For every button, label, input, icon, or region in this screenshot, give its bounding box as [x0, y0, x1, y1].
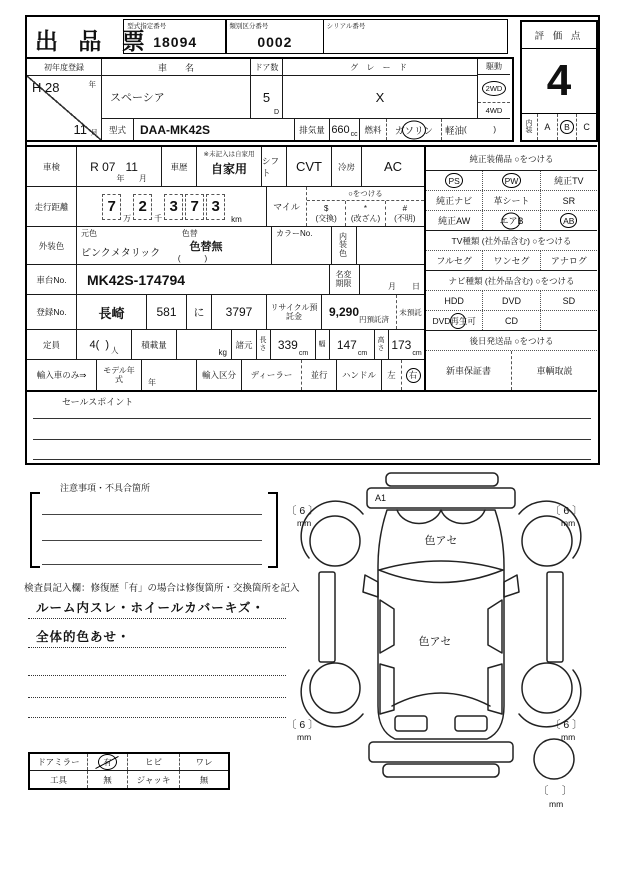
model-designation-label: 型式指定番号	[127, 23, 167, 30]
car-name-header: 車 名	[102, 59, 251, 76]
capacity-cell	[77, 330, 132, 359]
id-number-boxes	[125, 19, 508, 54]
color-change-paren: ( )	[177, 254, 208, 263]
side-mirror-left	[363, 575, 378, 597]
fuel-diesel-cell	[442, 119, 510, 140]
dims-label: 諸元	[232, 330, 257, 359]
car-name-value: スペーシア	[102, 76, 251, 119]
equip-airbag-cell	[483, 211, 540, 230]
import-class-label: 輸入区分	[197, 360, 242, 390]
handle-left-option: 左	[382, 360, 402, 390]
handle-right-selected: 右	[406, 368, 421, 383]
shaken-value	[77, 147, 162, 186]
length-label: 長さ	[257, 330, 271, 359]
equipment-title: 純正装備品 ○をつける	[426, 147, 597, 171]
rear-bumper	[369, 742, 513, 762]
row-color	[27, 227, 424, 265]
rear-windshield	[392, 693, 490, 706]
displacement-label: 排気量	[295, 119, 330, 140]
color-cell	[77, 227, 272, 264]
inspector-note-1: ルーム内スレ・ホイールカバーキズ・	[36, 601, 266, 615]
notes-line-3	[42, 564, 262, 565]
color-change-label: 色替	[181, 229, 198, 238]
equipment-row-1	[426, 171, 597, 191]
color-no-label: カラーNo.	[276, 229, 313, 238]
equip-aw-cell: 純正AW	[426, 211, 483, 230]
notes-line-1	[42, 514, 262, 515]
row-chassis	[27, 265, 424, 295]
navi-type-title: ナビ種類 (社外品含む) ○をつける	[426, 271, 597, 291]
odometer-cell	[77, 187, 267, 226]
row-spec	[27, 330, 424, 360]
tail-light-right	[455, 716, 487, 731]
height-value: 173	[391, 337, 412, 352]
sales-line-1	[33, 418, 591, 419]
capacity-value: 4( )	[89, 338, 110, 351]
shaken-year-suffix: 年	[116, 174, 125, 183]
load-unit-cell: kg	[177, 330, 232, 359]
door-mirror-label: ドアミラー	[30, 754, 88, 770]
equipment-row-3	[426, 211, 597, 231]
handle-label: ハンドル	[337, 360, 382, 390]
notes-label: 注意事項・不具合箇所	[60, 483, 151, 493]
tools-status: 無	[88, 771, 128, 788]
shipping-title: 後日発送品 ○をつける	[426, 331, 597, 351]
inspector-line-5	[28, 717, 286, 718]
front-window-left	[380, 600, 394, 653]
spare-tire	[534, 739, 574, 779]
roof-rack-bar	[386, 473, 498, 486]
color-change-value: 色替無	[189, 241, 223, 253]
side-rail-left	[319, 572, 335, 662]
width-value: 147	[336, 337, 357, 352]
tread-rear-left-unit: mm	[297, 732, 312, 742]
row-import	[27, 360, 424, 390]
orig-color-label: 元色	[81, 229, 97, 238]
history-note: ※未記入は自家用	[203, 151, 255, 158]
equip-abs-cell	[541, 211, 597, 230]
registration-no-label: 登録No.	[27, 295, 77, 329]
dvd-playable-label: DVD再生可	[432, 315, 476, 326]
model-code-value: DAA-MK42S	[134, 119, 295, 140]
inspector-line-2	[28, 647, 286, 648]
rename-deadline-label: 名変期限	[330, 265, 360, 294]
equipment-row-2	[426, 191, 597, 211]
fuel-label: 燃料	[360, 119, 387, 140]
inspector-line-1	[28, 618, 286, 619]
inspector-note-2: 全体的色あせ・	[36, 630, 131, 644]
tread-front-right-unit: mm	[561, 518, 576, 528]
odometer-flags	[307, 187, 424, 226]
sales-line-3	[33, 459, 591, 460]
odometer-km-unit: km	[231, 215, 242, 224]
evaluation-box	[520, 20, 598, 142]
serial-number-label: シリアル番号	[326, 23, 366, 30]
doors-cell	[251, 76, 283, 119]
sales-point-label: セールスポイント	[62, 397, 134, 407]
recycle-deposit-label: リサイクル預託金	[267, 295, 322, 329]
doors-value: 5	[262, 89, 271, 105]
fuel-diesel: 軽油	[445, 125, 465, 137]
import-dealer-option: ディーラー	[242, 360, 302, 390]
doors-header: ドア数	[251, 59, 283, 76]
break-label: ワレ	[195, 757, 213, 767]
width-label: 幅	[316, 330, 330, 359]
interior-color-label: 内装色	[332, 227, 357, 264]
fade-mark-hood: 色アセ	[424, 535, 458, 547]
score-value: 4	[546, 56, 572, 105]
class-number-value: 0002	[257, 34, 293, 50]
length-cell	[271, 330, 316, 359]
tread-rear-left: 〔 6 〕	[286, 719, 319, 731]
capacity-unit: 人	[111, 346, 119, 355]
odometer-digit-3: 3	[164, 194, 183, 220]
tread-front-right: 〔 6 〕	[550, 505, 583, 517]
grade-value: X	[283, 76, 478, 119]
model-code-label: 型式	[102, 119, 134, 140]
mirror-row	[30, 754, 228, 771]
row-odometer	[27, 187, 424, 227]
flag-unknown: # (不明)	[394, 204, 416, 223]
pw-selected: PW	[502, 173, 522, 188]
car-damage-diagram	[283, 468, 613, 818]
mirror-tools-table	[28, 752, 230, 790]
ac-label: 冷房	[332, 147, 362, 186]
equip-navi-cell: 純正ナビ	[426, 191, 483, 210]
manual-cell: 車輌取説	[536, 366, 573, 376]
row-registration	[27, 295, 424, 330]
equip-pw-cell	[483, 171, 540, 190]
equip-tv-cell: 純正TV	[554, 176, 584, 186]
width-unit: cm	[357, 350, 368, 357]
equip-ps-cell	[426, 171, 483, 190]
recycle-deposit-cell	[322, 295, 397, 329]
fuel-gasoline-cell	[387, 119, 442, 140]
tread-spare-unit: mm	[549, 799, 564, 809]
inspector-line-4	[28, 697, 286, 698]
tail-light-left	[395, 716, 427, 731]
interior-color-value	[357, 227, 424, 264]
flag-exchange: $ (交換)	[307, 201, 346, 226]
import-only-label: 輸入車のみ⇒	[27, 360, 97, 390]
ac-value: AC	[383, 159, 403, 174]
length-value: 339	[277, 337, 298, 352]
exterior-color-label: 外装色	[27, 227, 77, 264]
tv-type-row	[426, 251, 597, 271]
class-number-label: 類別区分番号	[229, 23, 269, 30]
door-mirror-status-cell	[88, 754, 128, 770]
history-label: 車歴	[162, 147, 197, 186]
side-mirror-right	[504, 575, 519, 597]
tv-fullseg-cell: フルセグ	[426, 251, 483, 270]
abs-selected: AB	[560, 213, 577, 228]
fade-mark-roof: 色アセ	[418, 636, 452, 648]
length-unit: cm	[298, 350, 309, 357]
first-reg-month: 11	[73, 122, 87, 137]
windshield	[379, 561, 503, 583]
interior-label: 内装	[522, 114, 538, 140]
flag-tampered: * (改ざん)	[346, 201, 385, 226]
shaken-label: 車検	[27, 147, 77, 186]
tv-type-title: TV種類 (社外品含む) ○をつける	[426, 231, 597, 251]
tire-rear-left	[310, 663, 360, 713]
rear-lower-bar	[383, 764, 499, 777]
first-reg-header: 初年度登録	[27, 59, 102, 76]
shift-value: CVT	[287, 147, 332, 186]
orig-color-value: ピンクメタリック	[81, 248, 161, 259]
height-unit: cm	[412, 350, 422, 357]
tread-front-left: 〔 6 〕	[286, 505, 319, 517]
inspector-line-3	[28, 675, 286, 676]
tread-front-left-unit: mm	[297, 518, 312, 528]
tv-analog-cell: アナログ	[550, 256, 587, 266]
fuel-diesel-paren: ( )	[464, 125, 497, 134]
sales-line-2	[33, 439, 591, 440]
doors-unit: D	[273, 109, 279, 116]
displacement-unit: cc	[350, 131, 358, 138]
first-reg-cell	[27, 76, 102, 140]
navi-row-1	[426, 291, 597, 311]
tread-spare: 〔 〕	[538, 785, 573, 797]
front-window-right	[488, 600, 502, 653]
rename-deadline-value: 月 日	[388, 282, 420, 291]
dvd-playable-cell	[426, 311, 483, 330]
navi-sd-cell: SD	[562, 295, 576, 306]
mile-option: マイル	[267, 187, 307, 226]
displacement-cell	[330, 119, 360, 140]
shift-label: シフト	[262, 147, 287, 186]
height-cell	[389, 330, 424, 359]
door-mirror-status-mark: 有	[98, 754, 117, 770]
wiper-arc-left	[397, 510, 441, 523]
serial-number-box	[323, 19, 508, 54]
recycle-amount: 9,290	[328, 305, 360, 319]
equipment-column	[424, 145, 597, 390]
odometer-digit-1: 3	[206, 194, 225, 220]
notes-bracket-left	[30, 492, 40, 568]
main-form-box	[25, 15, 600, 465]
model-year-label: モデル年式	[97, 360, 142, 390]
recycle-suffix: 円預託済	[359, 315, 390, 324]
wiper-arc-right	[441, 510, 485, 523]
cd-cell: CD	[483, 311, 540, 330]
shaken-era: R 07	[90, 159, 116, 174]
capacity-label: 定員	[27, 330, 77, 359]
jack-status: 無	[199, 774, 209, 785]
drive-header: 駆動	[478, 59, 510, 75]
row-shaken	[27, 147, 424, 187]
chassis-no-label: 車台No.	[27, 265, 77, 294]
tools-row	[30, 771, 228, 788]
airbag-label: エアB	[499, 216, 524, 226]
warranty-book-cell: 新車保証書	[426, 351, 512, 390]
handle-right-cell	[402, 360, 424, 390]
notes-line-2	[42, 540, 262, 541]
navi-empty-cell	[541, 311, 597, 330]
damage-code-front: A1	[375, 493, 387, 503]
odometer-unit-man: 万	[123, 214, 132, 223]
first-reg-era: H 28	[32, 80, 60, 95]
interior-grade-a: A	[538, 114, 558, 140]
crack-label: ヒビ	[128, 754, 180, 770]
class-number-box	[225, 19, 324, 54]
jack-label: ジャッキ	[128, 771, 180, 788]
model-designation-value: 18094	[153, 34, 198, 50]
color-no-cell	[272, 227, 332, 264]
history-value: 自家用	[210, 162, 247, 176]
registration-class: 581	[147, 295, 187, 329]
interior-grade-c: C	[583, 122, 590, 132]
tv-oneseg-cell: ワンセグ	[483, 251, 540, 270]
recycle-not-deposited: 未預託	[399, 307, 422, 317]
score-label: 評 価 点	[522, 22, 596, 49]
model-year-cell: 年	[142, 360, 197, 390]
interior-grade-b-selected: B	[560, 120, 574, 134]
history-cell	[197, 147, 262, 186]
tire-rear-right	[522, 663, 572, 713]
tread-rear-right: 〔 6 〕	[550, 719, 583, 731]
grade-header: グ レ ー ド	[283, 59, 478, 76]
load-label: 積載量	[132, 330, 177, 359]
detail-rows	[27, 145, 424, 390]
circle-note: ○をつける	[307, 187, 424, 201]
shipping-row	[426, 351, 597, 390]
interior-grade-row	[522, 113, 596, 140]
fuel-gasoline: ガソリン	[394, 125, 433, 137]
odometer-digit-man: 7	[102, 194, 121, 220]
navi-dvd-cell: DVD	[483, 291, 540, 310]
shaken-month-suffix: 月	[138, 174, 147, 183]
interior-grade-b-cell	[558, 114, 578, 140]
shaken-month: 11	[125, 159, 138, 174]
side-rail-right	[547, 572, 563, 662]
tire-front-left	[310, 516, 360, 566]
drive-2wd-selected: 2WD	[482, 81, 506, 96]
displacement-value: 660	[331, 123, 350, 136]
registration-region: 長崎	[77, 295, 147, 329]
sheet-title: 出 品 票	[35, 28, 152, 54]
height-label: 高さ	[375, 330, 389, 359]
model-designation-box	[123, 19, 227, 54]
tread-rear-right-unit: mm	[561, 732, 576, 742]
drive-4wd-cell: 4WD	[478, 103, 510, 119]
navi-row-2	[426, 311, 597, 331]
tools-label: 工具	[30, 771, 88, 788]
vehicle-grid	[27, 57, 514, 142]
odometer-digit-sen: 2	[133, 194, 152, 220]
navi-hdd-cell: HDD	[426, 291, 483, 310]
inspector-instruction: 検査員記入欄：修復歴「有」の場合は修復箇所・交換箇所を記入	[24, 583, 300, 594]
registration-kana: に	[187, 295, 212, 329]
month-suffix: 月	[90, 128, 98, 137]
odometer-label: 走行距離	[27, 187, 77, 226]
odometer-unit-sen: 千	[154, 214, 163, 223]
odometer-digit-2: 7	[185, 194, 204, 220]
import-parallel-option: 並行	[302, 360, 337, 390]
equip-sr-cell: SR	[562, 195, 576, 206]
year-suffix: 年	[88, 80, 96, 89]
registration-number: 3797	[212, 295, 267, 329]
notes-bracket-right	[268, 492, 278, 568]
chassis-no-value: MK42S-174794	[77, 265, 330, 294]
ps-selected: PS	[445, 173, 462, 188]
front-bumper	[367, 488, 515, 508]
width-cell	[330, 330, 375, 359]
equip-leather-cell: 革シート	[483, 191, 540, 210]
sales-point-section	[27, 390, 597, 462]
drive-2wd-cell	[478, 75, 510, 103]
